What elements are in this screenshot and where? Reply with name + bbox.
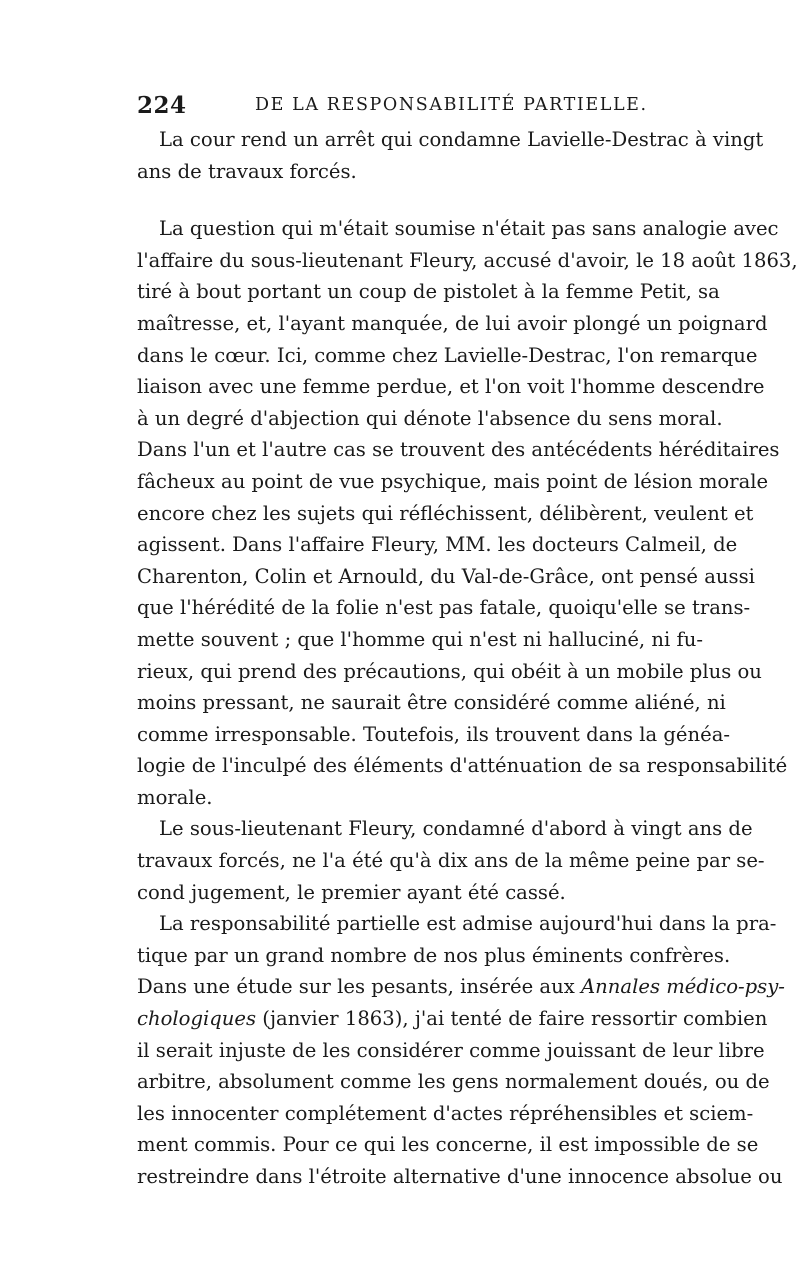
text-line: morale.	[137, 785, 213, 809]
text-line: moins pressant, ne saurait être considéré comme aliéné, ni	[137, 691, 726, 715]
text-line: maîtresse, et, l'ayant manquée, de lui avoir plongé un poignard	[137, 311, 768, 335]
text-line: La responsabilité partielle est admise aujourd'hui dans la pra-	[159, 912, 777, 936]
text-line: restreindre dans l'étroite alternative d'une innocence absolue ou	[137, 1165, 783, 1188]
text-line: mette souvent ; que l'homme qui n'est ni halluciné, ni fu-	[137, 627, 703, 651]
text-segment: Dans une étude sur les pesants, insérée aux	[137, 975, 582, 999]
paragraph-3	[137, 813, 765, 908]
running-head	[137, 92, 682, 122]
text-line: fâcheux au point de vue psychique, mais point de lésion morale	[137, 469, 769, 493]
text-line: tiré à bout portant un coup de pistolet à la femme Petit, sa	[137, 280, 720, 304]
body-text	[137, 124, 798, 1193]
text-line: que l'hérédité de la folie n'est pas fatale, quoiqu'elle se trans-	[137, 596, 751, 620]
text-segment: (janvier 1863), j'ai tenté de faire ressortir combien	[256, 1007, 768, 1031]
text-line	[137, 971, 785, 1003]
text-line: liaison avec une femme perdue, et l'on voit l'homme descendre	[137, 375, 765, 399]
text-line: rieux, qui prend des précautions, qui obéit à un mobile plus ou	[137, 659, 762, 683]
paragraph-1	[137, 124, 764, 187]
paragraph-4	[137, 908, 785, 1192]
journal-title: Annales médico-psy-	[581, 975, 785, 999]
text-line: Le sous-lieutenant Fleury, condamné d'abord à vingt ans de	[159, 817, 753, 841]
text-line: ment commis. Pour ce qui les concerne, il est impossible de se	[137, 1133, 759, 1157]
paragraph-gap	[137, 187, 672, 213]
text-line: les innocenter complétement d'actes répréhensibles et sciem-	[137, 1101, 754, 1125]
text-line: il serait injuste de les considérer comme jouissant de leur libre	[137, 1038, 765, 1062]
text-line: La question qui m'était soumise n'était pas sans analogie avec	[159, 217, 779, 241]
text-line: cond jugement, le premier ayant été cassé.	[137, 880, 566, 904]
text-line: ans de travaux forcés.	[137, 159, 357, 183]
page-number: 224	[137, 92, 187, 119]
paragraph-2	[137, 213, 798, 813]
text-line: Dans l'un et l'autre cas se trouvent des antécédents héréditaires	[137, 438, 780, 462]
text-line: dans le cœur. Ici, comme chez Lavielle-Destrac, l'on remarque	[137, 343, 758, 367]
text-line: comme irresponsable. Toutefois, ils trouvent dans la généa-	[137, 722, 731, 746]
text-line: La cour rend un arrêt qui condamne Lavielle-Destrac à vingt	[159, 128, 764, 151]
text-line: agissent. Dans l'affaire Fleury, MM. les docteurs Calmeil, de	[137, 533, 738, 557]
text-line: Charenton, Colin et Arnould, du Val-de-Grâce, ont pensé aussi	[137, 564, 755, 588]
running-title: DE LA RESPONSABILITÉ PARTIELLE.	[255, 95, 648, 115]
journal-title-continued: chologiques	[137, 1007, 257, 1031]
text-line: tique par un grand nombre de nos plus éminents confrères.	[137, 943, 731, 967]
text-line: l'affaire du sous-lieutenant Fleury, accusé d'avoir, le 18 août 1863,	[137, 248, 798, 272]
text-line: arbitre, absolument comme les gens normalement doués, ou de	[137, 1070, 770, 1094]
text-line: encore chez les sujets qui réfléchissent, délibèrent, veulent et	[137, 501, 754, 525]
text-line: logie de l'inculpé des éléments d'atténuation de sa responsabilité	[137, 754, 788, 778]
text-line	[137, 1003, 768, 1035]
text-line: à un degré d'abjection qui dénote l'absence du sens moral.	[137, 406, 723, 430]
text-line: travaux forcés, ne l'a été qu'à dix ans de la même peine par se-	[137, 849, 765, 873]
